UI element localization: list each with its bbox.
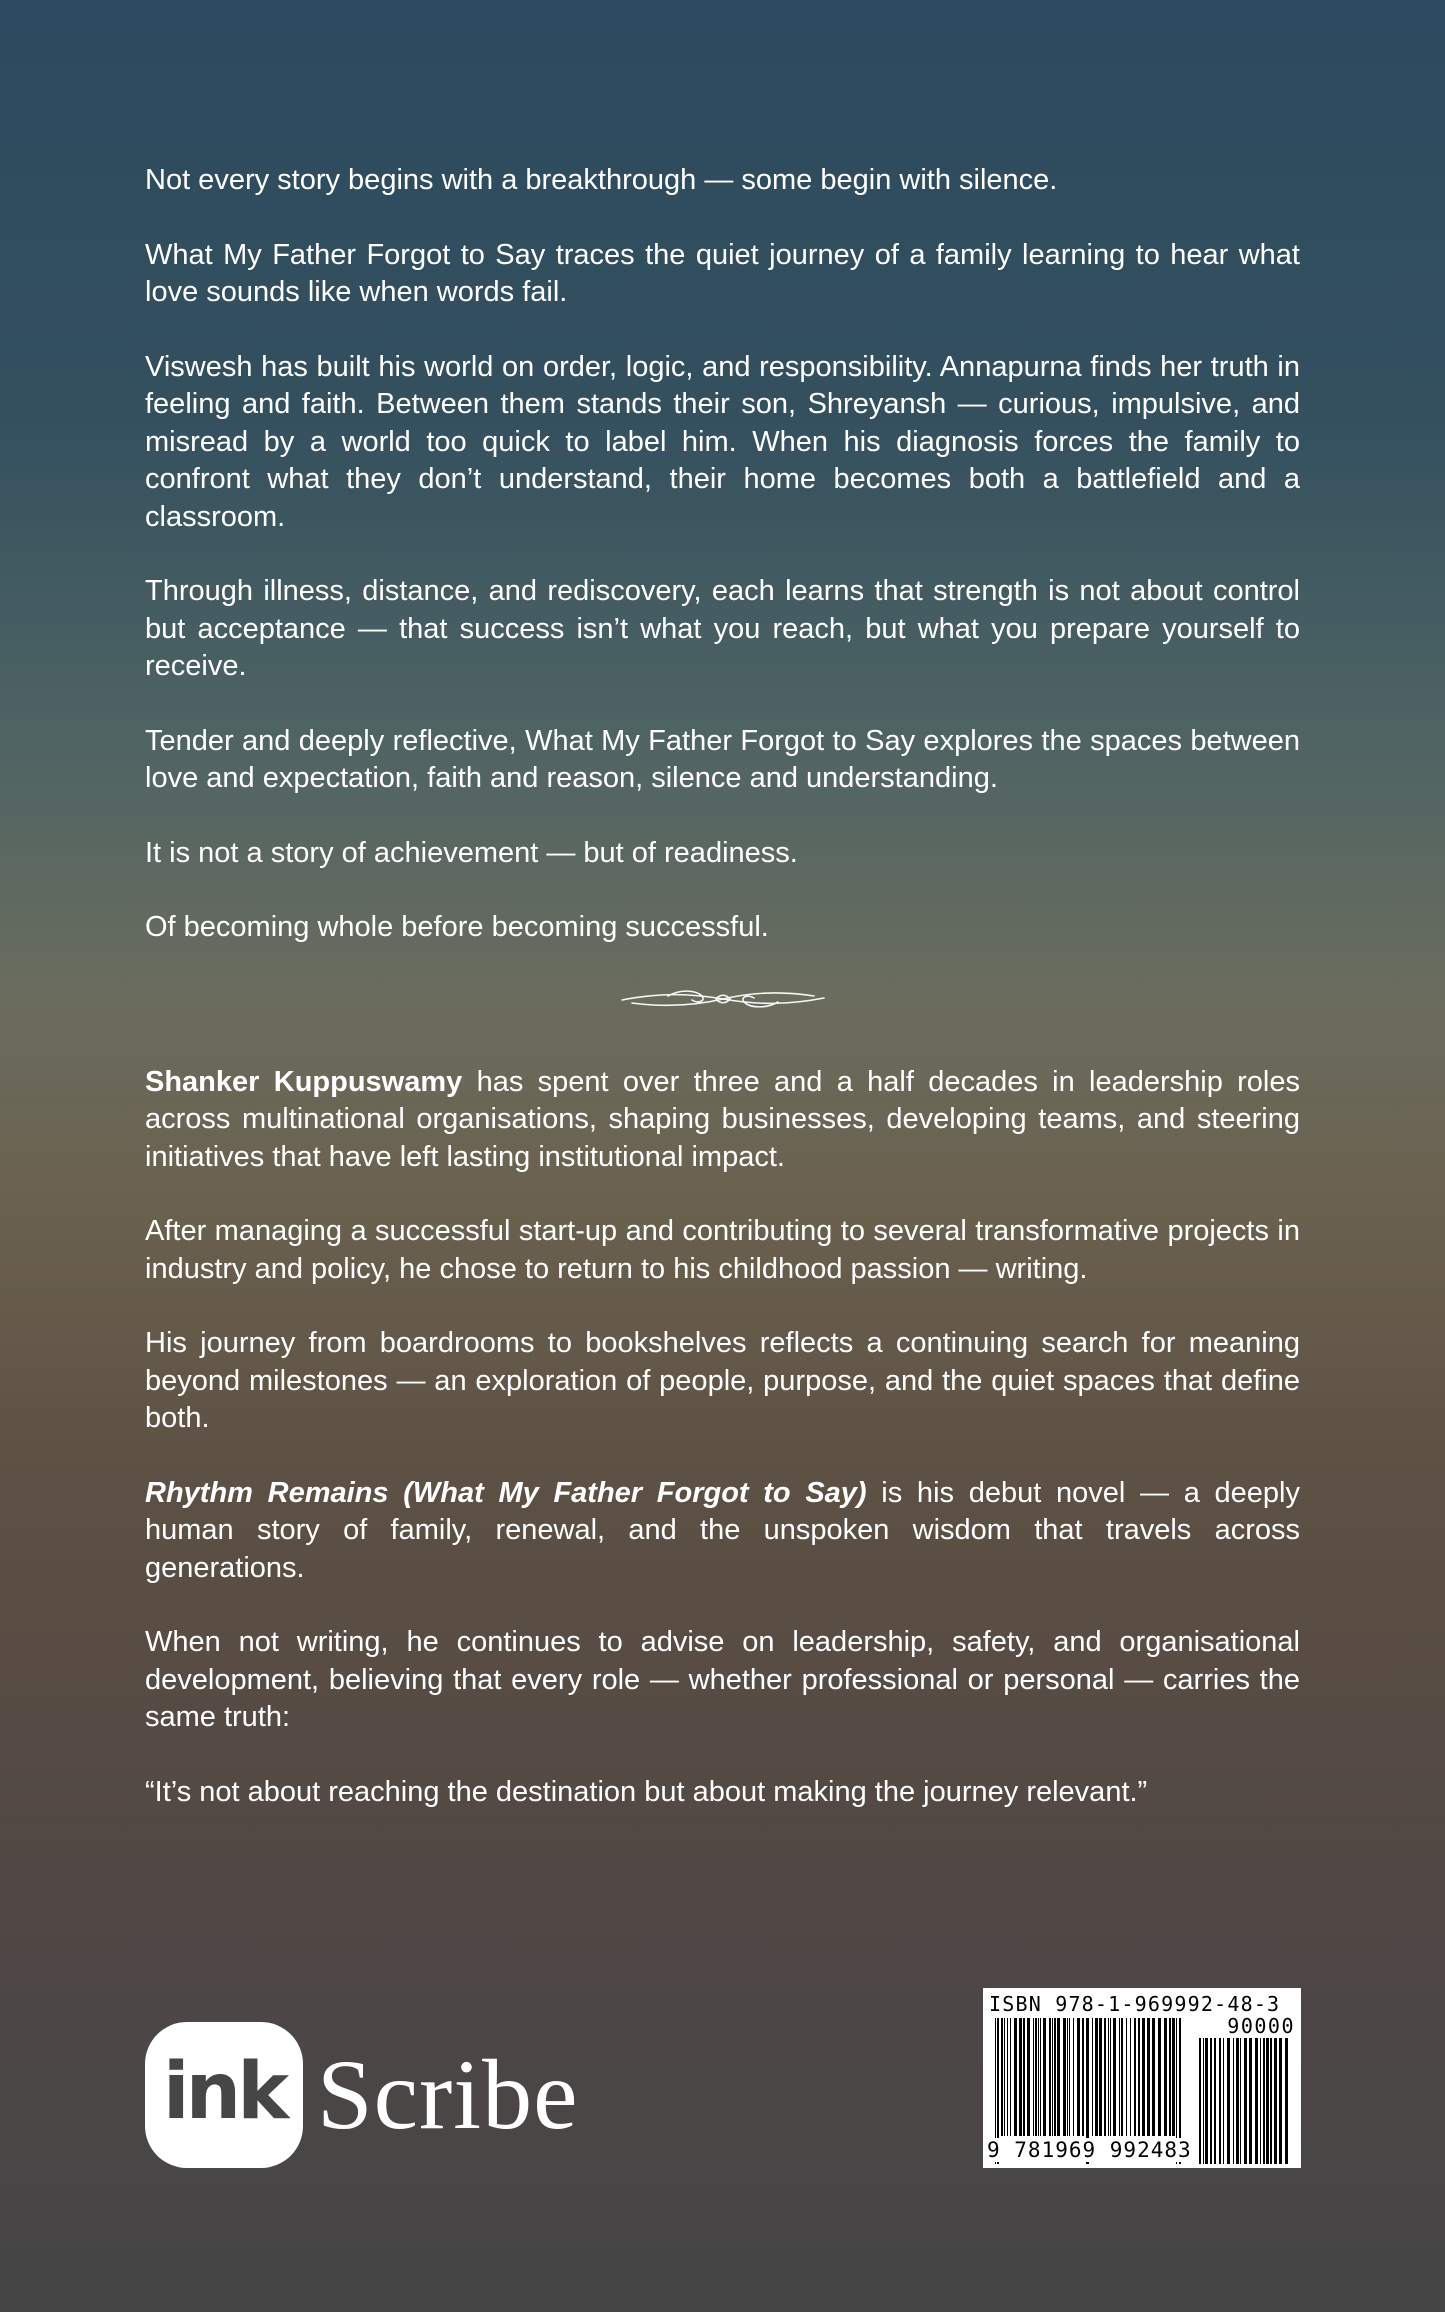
barcode-bar bbox=[1014, 2018, 1017, 2136]
barcode-bar bbox=[1073, 2018, 1074, 2136]
barcode-bar bbox=[1033, 2018, 1034, 2136]
barcode-bar bbox=[1169, 2018, 1171, 2136]
barcode-bar bbox=[1023, 2018, 1025, 2136]
barcode-bar bbox=[1038, 2018, 1039, 2136]
barcode-bar bbox=[1113, 2018, 1116, 2136]
barcode-bar bbox=[1203, 2038, 1204, 2164]
publisher-logo-badge-text: ink bbox=[162, 2046, 286, 2137]
isbn-barcode bbox=[983, 1988, 1301, 2168]
barcode-bar bbox=[1010, 2018, 1011, 2136]
blurb-paragraph: Through illness, distance, and rediscovery, each learns that strength is not about control but acceptance — that success isn’t what you reach, but what you prepare yourself to receive. bbox=[145, 575, 1300, 682]
barcode-bar bbox=[1199, 2038, 1201, 2164]
author-bio-paragraph: His journey from boardrooms to bookshelves reflects a continuing search for meaning beyond milestones — an exploration of people, purpose, and the quiet spaces that define both. bbox=[145, 1327, 1300, 1434]
barcode-bar bbox=[1223, 2038, 1224, 2164]
blurb-paragraph: Viswesh has built his world on order, logic, and responsibility. Annapurna finds her truth in feeling and faith. Between them stands their son, Shreyansh — curious, impulsive, and misread by a world too quick to label him. When his diagnosis forces the family to confront what they don’t understand, their home becomes both a battlefield and a classroom. bbox=[145, 350, 1300, 533]
barcode-bar bbox=[1092, 2018, 1093, 2136]
isbn-number: ISBN 978-1-969992-48-3 bbox=[989, 1992, 1281, 2016]
barcode-bar bbox=[1027, 2018, 1030, 2136]
barcode-bar bbox=[1069, 2018, 1070, 2136]
barcode-bar bbox=[1134, 2018, 1136, 2136]
barcode-bar bbox=[1266, 2038, 1269, 2164]
barcode-bar bbox=[1255, 2038, 1258, 2164]
barcode-bar bbox=[1007, 2018, 1008, 2136]
barcode-bar bbox=[1001, 2018, 1003, 2136]
barcode-bar bbox=[1043, 2018, 1046, 2136]
barcode-bar bbox=[1004, 2018, 1005, 2136]
barcode-bar bbox=[1147, 2018, 1150, 2136]
barcode-bar bbox=[1095, 2018, 1098, 2136]
barcode-bar bbox=[1142, 2018, 1145, 2136]
barcode-bar bbox=[1270, 2038, 1272, 2164]
blurb-paragraph: Tender and deeply reflective, What My Father Forgot to Say explores the spaces between love and expectation, faith and reason, silence and understanding. bbox=[145, 724, 1300, 794]
barcode-bar bbox=[1279, 2038, 1282, 2164]
barcode-bar bbox=[1274, 2038, 1277, 2164]
barcode-bar bbox=[1249, 2038, 1252, 2164]
publisher-wordmark: Scribe bbox=[317, 2038, 579, 2150]
barcode-bar bbox=[1077, 2018, 1080, 2136]
publisher-logo-badge bbox=[145, 2022, 303, 2168]
barcode-bar bbox=[1285, 2038, 1288, 2164]
ornamental-divider-icon bbox=[618, 984, 828, 1014]
barcode-bar bbox=[1219, 2038, 1221, 2164]
barcode-bar bbox=[1138, 2018, 1140, 2136]
blurb-paragraph: Not every story begins with a breakthrough — some begin with silence. bbox=[145, 164, 1058, 196]
author-name: Shanker Kuppuswamy bbox=[145, 1065, 463, 1098]
barcode-addon-number: 90000 bbox=[1227, 2014, 1295, 2038]
barcode-bar bbox=[1054, 2018, 1056, 2136]
barcode-bar bbox=[1214, 2038, 1216, 2164]
author-bio-paragraph: When not writing, he continues to advise on leadership, safety, and organisational development, believing that every role — whether professional or personal — carries the same truth: bbox=[145, 1626, 1300, 1733]
barcode-bar bbox=[1019, 2018, 1022, 2136]
barcode-bar bbox=[1108, 2018, 1109, 2136]
barcode-bar bbox=[1210, 2038, 1212, 2164]
barcode-bar bbox=[1227, 2038, 1230, 2164]
barcode-bar bbox=[1172, 2018, 1175, 2136]
barcode-bar bbox=[1205, 2038, 1208, 2164]
blurb-paragraph: What My Father Forgot to Say traces the quiet journey of a family learning to hear what love sounds like when words fail. bbox=[145, 238, 1300, 308]
barcode-bar bbox=[1158, 2018, 1161, 2136]
barcode-bar bbox=[1057, 2018, 1060, 2136]
author-bio-text: is his debut novel — a deeply human story of family, renewal, and the unspoken wisdom that travels across generations. bbox=[145, 1476, 1300, 1584]
barcode-bar bbox=[1040, 2018, 1041, 2136]
barcode-bar bbox=[1082, 2018, 1084, 2136]
author-bio-paragraph bbox=[145, 1064, 1300, 1177]
publisher-logo bbox=[145, 2022, 578, 2167]
barcode-bar bbox=[1063, 2018, 1066, 2136]
blurb-paragraph: Of becoming whole before becoming successful. bbox=[145, 911, 769, 943]
barcode-bar bbox=[1035, 2018, 1037, 2136]
barcode-bar bbox=[1240, 2038, 1241, 2164]
author-bio-paragraph: After managing a successful start-up and contributing to several transformative projects in industry and policy, he chose to return to his childhood passion — writing. bbox=[145, 1215, 1300, 1285]
barcode-bar bbox=[1099, 2018, 1102, 2136]
barcode-bar bbox=[1233, 2038, 1234, 2164]
barcode-bar bbox=[1260, 2038, 1261, 2164]
author-quote: “It’s not about reaching the destination but about making the journey relevant.” bbox=[145, 1775, 1148, 1808]
barcode-bar bbox=[1152, 2018, 1155, 2136]
author-bio-text: has spent over three and a half decades in leadership roles across multinational organisations, shaping businesses, developing teams, and steering initiatives that have left lasting institutional impact. bbox=[145, 1065, 1300, 1173]
barcode-bar bbox=[1130, 2018, 1131, 2136]
barcode-bar bbox=[1049, 2018, 1051, 2136]
barcode-bar bbox=[1236, 2038, 1239, 2164]
barcode-bar bbox=[1110, 2018, 1111, 2136]
barcode-bar bbox=[1263, 2038, 1265, 2164]
barcode-bar bbox=[1052, 2018, 1053, 2136]
back-cover-text bbox=[145, 162, 1300, 1848]
barcode-bar bbox=[1126, 2018, 1127, 2136]
barcode-bar bbox=[1104, 2018, 1106, 2136]
author-bio-paragraph bbox=[145, 1475, 1300, 1588]
barcode-bar bbox=[1119, 2018, 1120, 2136]
barcode-bar bbox=[1121, 2018, 1123, 2136]
barcode-digits: 9 781969 992483 bbox=[987, 2138, 1192, 2162]
book-title: Rhythm Remains (What My Father Forgot to Say) bbox=[145, 1476, 867, 1509]
blurb-paragraph: It is not a story of achievement — but of readiness. bbox=[145, 836, 798, 869]
barcode-bar bbox=[1244, 2038, 1247, 2164]
barcode-bar bbox=[1164, 2018, 1167, 2136]
barcode-bar bbox=[1067, 2018, 1068, 2136]
